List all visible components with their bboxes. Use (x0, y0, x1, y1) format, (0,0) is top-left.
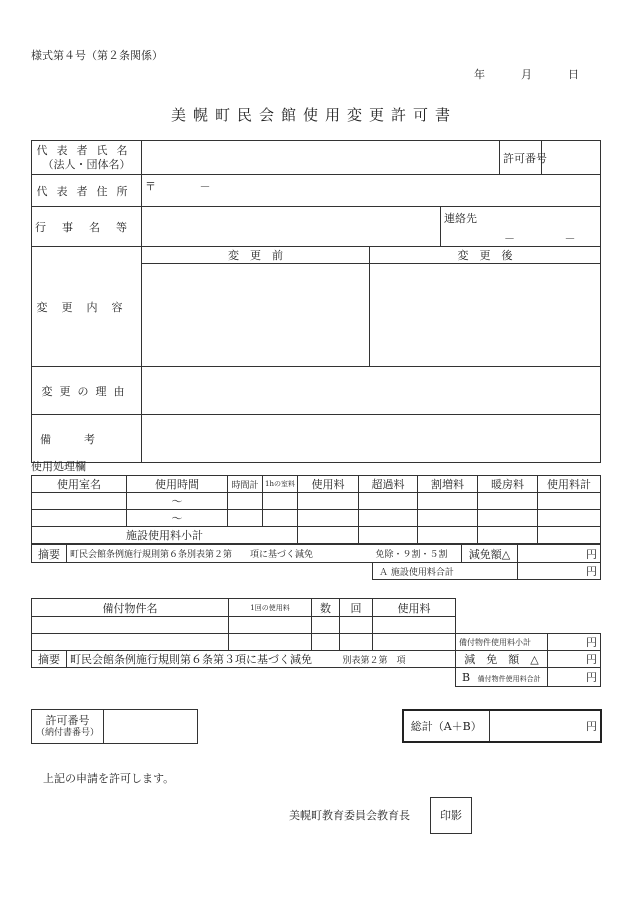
equipment-subtotal-label: 備付物件使用料小計 (456, 634, 548, 651)
seal-box (430, 797, 472, 834)
before-label: 変 更 前 (142, 247, 370, 264)
header-per-use-fee: 1回の使用料 (229, 599, 312, 617)
contact-label: 連絡先 (444, 212, 477, 225)
equipment-table-ref: 別表第２第 項 (340, 651, 456, 668)
header-surcharge: 割増料 (418, 476, 478, 493)
header-hourly-rate: 1hの室料 (263, 476, 298, 493)
permit-number-box (31, 709, 198, 744)
header-time: 使用時間 (127, 476, 228, 493)
table-row (32, 510, 601, 527)
postal-mark: 〒 (145, 180, 156, 193)
applicant-table (31, 140, 601, 463)
total-b-prefix: B (462, 670, 471, 684)
total-a-label: Ａ 施設使用料合計 (373, 563, 518, 580)
rep-address-field[interactable] (142, 175, 601, 207)
date-day-label: 日 (568, 68, 579, 81)
grand-total-box (402, 709, 602, 743)
header-overtime: 超過料 (359, 476, 418, 493)
reduction-yen[interactable]: 円 (518, 545, 601, 563)
rep-name-label: 代表者氏名 （法人・団体名） (32, 141, 142, 175)
rep-name-field[interactable] (142, 141, 500, 175)
processing-table (31, 475, 601, 544)
page-title: 美幌町民会館使用変更許可書 (171, 106, 458, 124)
contact-field[interactable] (441, 207, 601, 247)
total-b-cell (456, 668, 548, 687)
total-b-label: 備付物件使用料合計 (477, 674, 541, 683)
equipment-reduction-label: 減 免 額 △ (456, 651, 548, 668)
header-fee-total: 使用料計 (538, 476, 601, 493)
postal-dash: － (199, 180, 211, 193)
permit-no-label: 許可番号 (500, 141, 542, 175)
header-room: 使用室名 (32, 476, 127, 493)
facility-subtotal-label: 施設使用料小計 (32, 527, 298, 544)
equipment-summary-text: 町民会館条例施行規則第６条第３項に基づく減免 (67, 651, 340, 668)
approval-text: 上記の申請を許可します。 (43, 772, 175, 785)
total-b-yen[interactable]: 円 (548, 668, 601, 687)
table-row (32, 493, 601, 510)
summary-text: 町民会館条例施行規則第６条別表第２第 項に基づく減免 (67, 545, 373, 563)
event-name-field[interactable] (142, 207, 441, 247)
contact-dash-2: － (564, 232, 576, 245)
exemption-options: 免除・９割・５割 (373, 545, 462, 563)
header-fee: 使用料 (298, 476, 359, 493)
permit-number-label: 許可番号 （納付書番号） (32, 710, 104, 744)
header-equipment-fee: 使用料 (373, 599, 456, 617)
before-field[interactable] (142, 264, 370, 367)
after-label: 変 更 後 (370, 247, 601, 264)
signer-title: 美幌町教育委員会教育長 (289, 809, 410, 822)
date-year-label: 年 (474, 68, 485, 81)
remarks-field[interactable] (142, 415, 601, 463)
after-field[interactable] (370, 264, 601, 367)
summary-label: 摘要 (32, 545, 67, 563)
equipment-subtotal-yen[interactable]: 円 (548, 634, 601, 651)
reason-field[interactable] (142, 367, 601, 415)
rep-address-label: 代表者住所 (32, 175, 142, 207)
permit-no-field[interactable] (542, 141, 601, 175)
remarks-label: 備 考 (32, 415, 142, 463)
total-a-yen[interactable]: 円 (518, 563, 601, 580)
permit-number-field[interactable] (104, 710, 198, 744)
header-quantity: 数 (312, 599, 340, 617)
table-row (32, 617, 601, 634)
header-equipment-name: 備付物件名 (32, 599, 229, 617)
header-heating: 暖房料 (478, 476, 538, 493)
equipment-table (31, 598, 601, 687)
processing-summary-table (31, 544, 601, 580)
reason-label: 変更の理由 (32, 367, 142, 415)
contact-dash-1: － (504, 232, 515, 245)
grand-total-label: 総計（A＋B） (403, 710, 489, 742)
header-hours: 時間計 (228, 476, 263, 493)
seal-label: 印影 (440, 809, 462, 822)
time-tilde: ～ (127, 493, 228, 510)
form-number: 様式第４号（第２条関係） (31, 49, 163, 62)
header-times: 回 (340, 599, 373, 617)
event-name-label: 行事名等 (32, 207, 142, 247)
reduction-label: 減免額△ (462, 545, 518, 563)
time-tilde: ～ (127, 510, 228, 527)
grand-total-yen[interactable]: 円 (489, 710, 601, 742)
processing-section-label: 使用処理欄 (31, 460, 86, 473)
table-row (32, 634, 601, 651)
change-content-label: 変更内容 (32, 247, 142, 367)
equipment-reduction-yen[interactable]: 円 (548, 651, 601, 668)
equipment-summary-label: 摘要 (32, 651, 67, 668)
date-month-label: 月 (521, 68, 532, 81)
